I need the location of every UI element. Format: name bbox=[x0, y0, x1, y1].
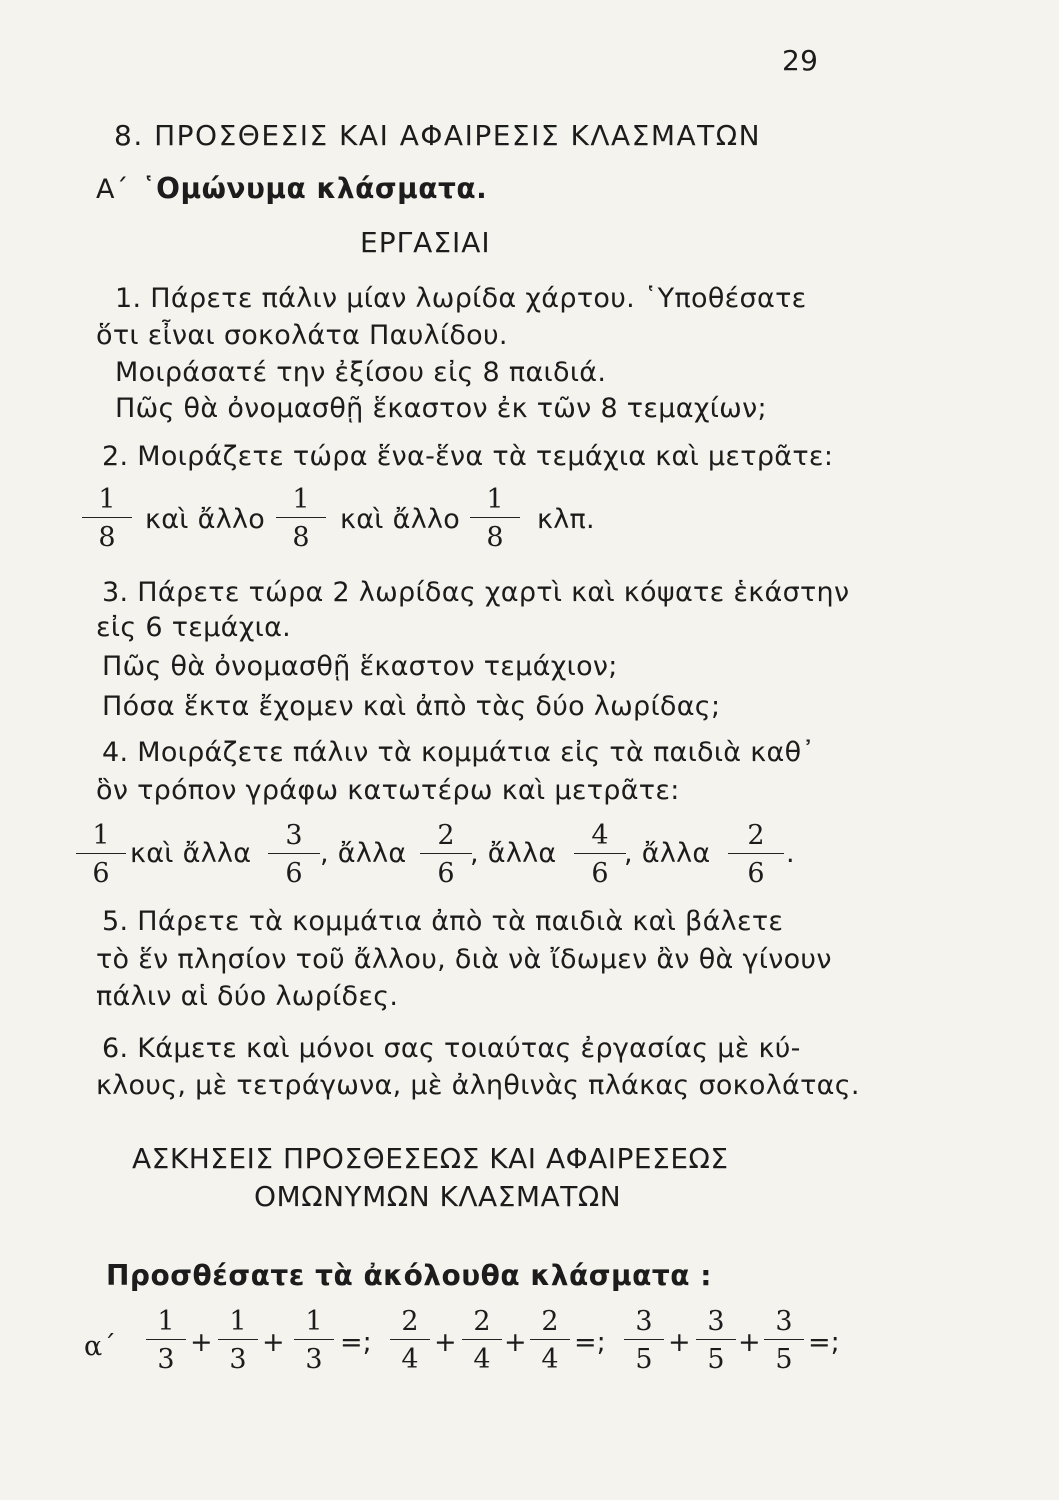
task4-line2: ὃν τρόπον γράφω κατωτέρω καὶ μετρᾶτε: bbox=[96, 775, 680, 806]
subsection-label: Α΄ bbox=[96, 174, 129, 205]
fraction-word: , ἄλλα bbox=[624, 838, 711, 869]
task5-line2: τὸ ἕν πλησίον τοῦ ἄλλου, διὰ νὰ ἴδωμεν ἂν θὰ γίνουν bbox=[96, 944, 832, 975]
equals-end: =; bbox=[808, 1327, 840, 1358]
fraction: 1 3 bbox=[294, 1308, 334, 1373]
subsection-heading bbox=[96, 172, 487, 205]
fraction: 3 5 bbox=[764, 1308, 804, 1373]
task6-line2: κλους, μὲ τετράγωνα, μὲ ἀληθινὰς πλάκας σοκολάτας. bbox=[96, 1070, 860, 1101]
tasks-title: ΕΡΓΑΣΙΑΙ bbox=[360, 226, 491, 259]
plus-sign: + bbox=[504, 1327, 527, 1358]
fraction: 4 6 bbox=[574, 822, 626, 887]
plus-sign: + bbox=[262, 1327, 285, 1358]
fraction: 2 4 bbox=[462, 1308, 502, 1373]
plus-sign: + bbox=[190, 1327, 213, 1358]
fraction-word: κλπ. bbox=[537, 504, 595, 535]
task1-line1: 1. Πάρετε πάλιν μίαν λωρίδα χάρτου. ῾Υποθέσατε bbox=[115, 283, 807, 314]
subsection-title: ῾Ομώνυμα κλάσματα. bbox=[141, 172, 488, 205]
task5-line3: πάλιν αἱ δύο λωρίδες. bbox=[96, 981, 399, 1012]
task1-line2: ὅτι εἶναι σοκολάτα Παυλίδου. bbox=[96, 320, 508, 351]
plus-sign: + bbox=[668, 1327, 691, 1358]
fraction: 1 3 bbox=[146, 1308, 186, 1373]
equals-end: =; bbox=[340, 1327, 372, 1358]
fraction-word: , ἄλλα bbox=[320, 838, 407, 869]
fraction: 1 8 bbox=[470, 486, 520, 551]
instruction: Προσθέσατε τὰ ἀκόλουθα κλάσματα : bbox=[106, 1259, 712, 1292]
task6-line1: 6. Κάμετε καὶ μόνοι σας τοιαύτας ἐργασίας μὲ κύ- bbox=[102, 1033, 801, 1064]
fraction: 2 4 bbox=[390, 1308, 430, 1373]
exercises-title-line2: ΟΜΩΝΥΜΩΝ ΚΛΑΣΜΑΤΩΝ bbox=[254, 1180, 622, 1213]
fraction: 3 5 bbox=[624, 1308, 664, 1373]
fraction: 2 6 bbox=[728, 822, 784, 887]
task3-line2: εἰς 6 τεμάχια. bbox=[96, 612, 292, 643]
section-title: 8. ΠΡΟΣΘΕΣΙΣ ΚΑΙ ΑΦΑΙΡΕΣΙΣ ΚΛΑΣΜΑΤΩΝ bbox=[114, 119, 762, 152]
task5-line1: 5. Πάρετε τὰ κομμάτια ἀπὸ τὰ παιδιὰ καὶ βάλετε bbox=[102, 906, 784, 937]
fraction-word: καὶ ἄλλο bbox=[145, 504, 266, 535]
task1-line4: Πῶς θὰ ὀνομασθῇ ἕκαστον ἐκ τῶν 8 τεμαχίων; bbox=[115, 393, 767, 424]
equals-end: =; bbox=[574, 1327, 606, 1358]
fraction: 3 5 bbox=[696, 1308, 736, 1373]
fraction: 2 6 bbox=[420, 822, 472, 887]
task1-line3: Μοιράσατέ την ἐξίσου εἰς 8 παιδιά. bbox=[115, 357, 607, 388]
fraction-word: καὶ ἄλλο bbox=[340, 504, 461, 535]
fraction: 2 4 bbox=[530, 1308, 570, 1373]
task2-line1: 2. Μοιράζετε τώρα ἕνα-ἕνα τὰ τεμάχια καὶ μετρᾶτε: bbox=[102, 441, 834, 472]
fraction-word: , ἄλλα bbox=[470, 838, 557, 869]
fraction-word: . bbox=[786, 838, 795, 869]
exercises-title-line1: ΑΣΚΗΣΕΙΣ ΠΡΟΣΘΕΣΕΩΣ ΚΑΙ ΑΦΑΙΡΕΣΕΩΣ bbox=[132, 1142, 729, 1175]
plus-sign: + bbox=[738, 1327, 761, 1358]
fraction: 1 6 bbox=[76, 822, 126, 887]
fraction: 3 6 bbox=[268, 822, 320, 887]
fraction: 1 8 bbox=[276, 486, 326, 551]
task3-line3: Πῶς θὰ ὀνομασθῇ ἕκαστον τεμάχιον; bbox=[102, 651, 618, 682]
task3-line4: Πόσα ἕκτα ἔχομεν καὶ ἀπὸ τὰς δύο λωρίδας; bbox=[102, 691, 721, 722]
task3-line1: 3. Πάρετε τώρα 2 λωρίδας χαρτὶ καὶ κόψατε ἑκάστην bbox=[102, 577, 850, 608]
page-number: 29 bbox=[782, 44, 819, 77]
exercise-a-label: α΄ bbox=[84, 1331, 117, 1362]
plus-sign: + bbox=[434, 1327, 457, 1358]
task4-line1: 4. Μοιράζετε πάλιν τὰ κομμάτια εἰς τὰ παιδιὰ καθ᾿ bbox=[102, 737, 816, 768]
fraction-word: καὶ ἄλλα bbox=[130, 838, 252, 869]
fraction: 1 8 bbox=[82, 486, 132, 551]
fraction: 1 3 bbox=[218, 1308, 258, 1373]
